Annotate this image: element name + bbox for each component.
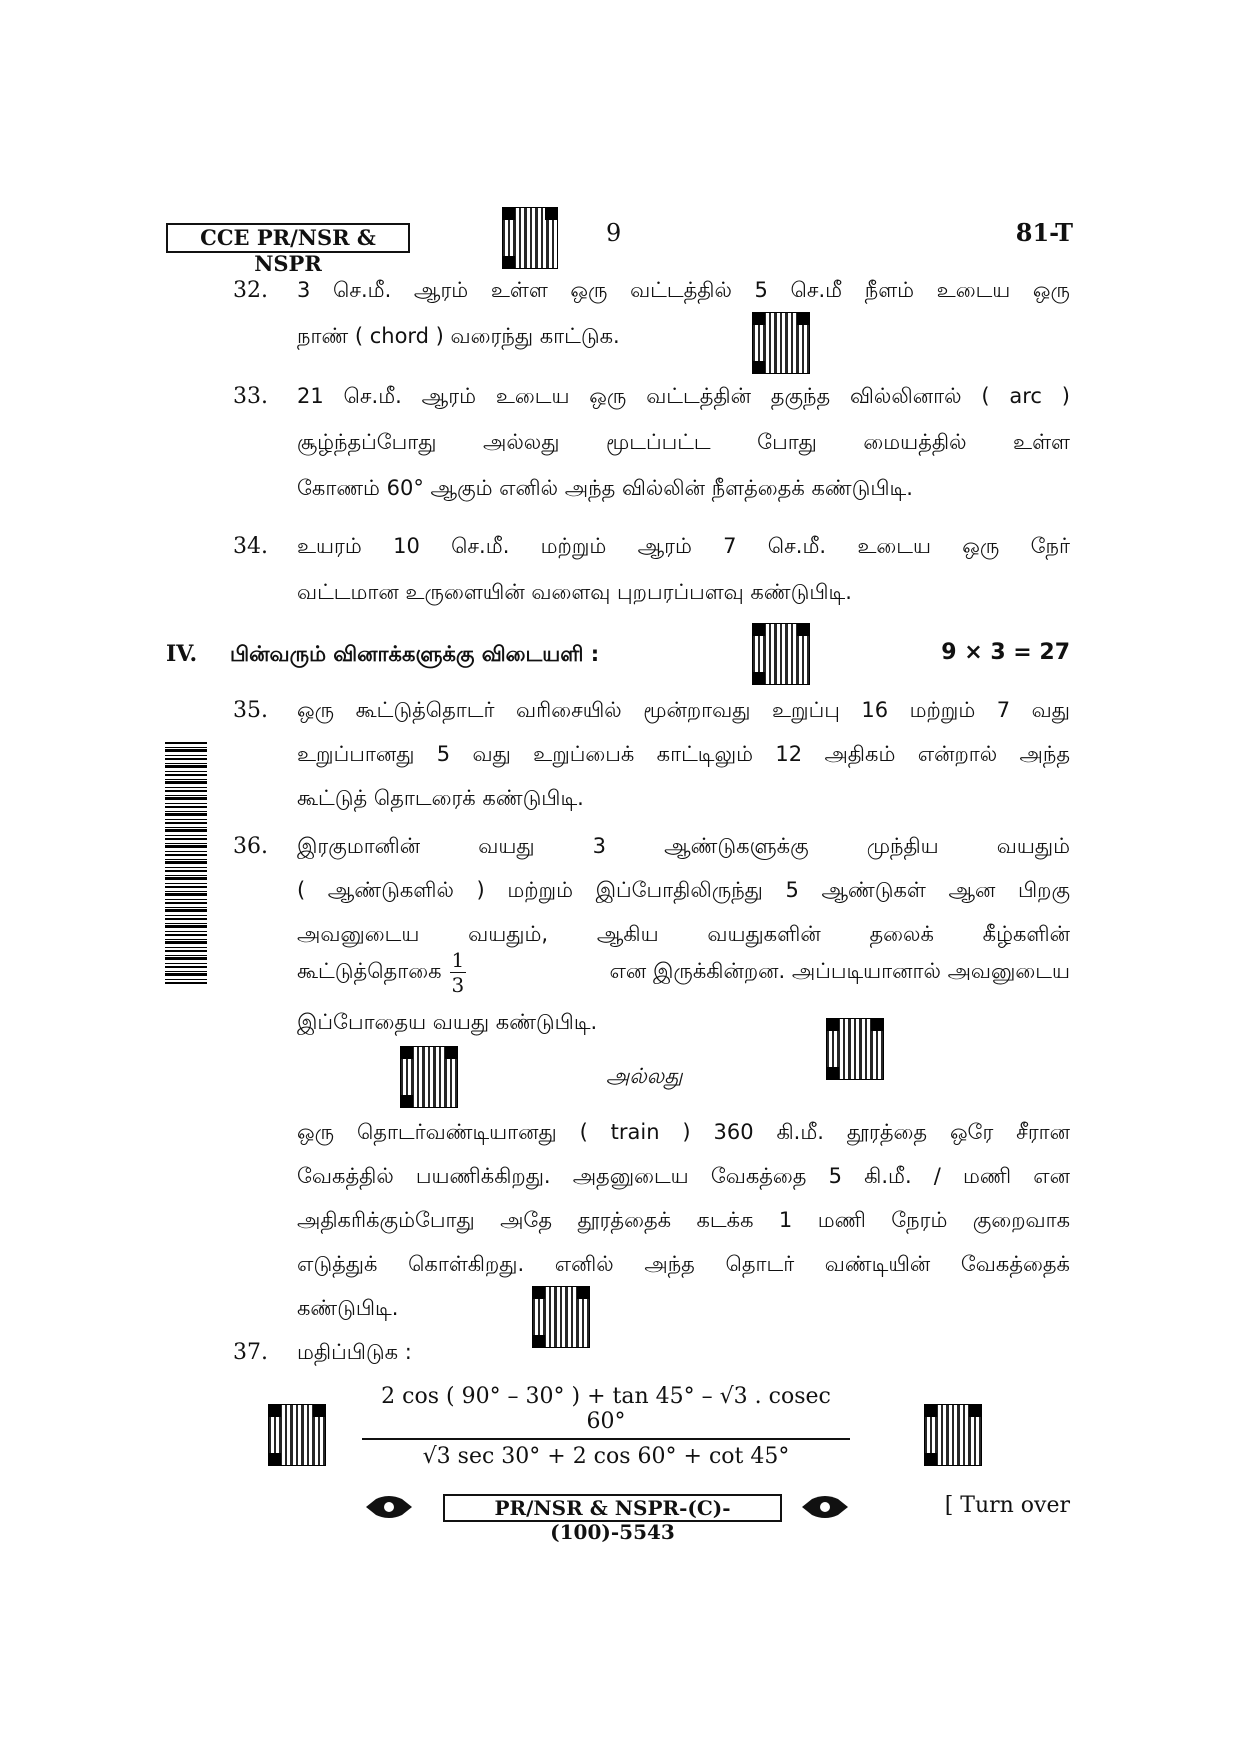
footer-paper-code: PR/NSR & NSPR-(C)-(100)-5543 [443,1494,782,1522]
question-line: ஒரு கூட்டுத்தொடர் வரிசையில் மூன்றாவது உறுப்பு 16 மற்றும் 7 வது [297,698,1070,722]
ornament-right-icon [800,1493,850,1521]
question-line: ( ஆண்டுகளில் ) மற்றும் இப்போதிலிருந்து 5 ஆண்டுகள் ஆன பிறகு [297,878,1070,902]
question-line: மதிப்பிடுக : [297,1340,412,1364]
page-number: 9 [606,219,622,247]
question-line: 3 செ.மீ. ஆரம் உள்ள ஒரு வட்டத்தில் 5 செ.மீ நீளம் உடைய ஒரு [297,278,1070,302]
ornament-left-icon [364,1493,414,1521]
question-line: இரகுமானின் வயது 3 ஆண்டுகளுக்கு முந்திய வயதும் [297,834,1070,858]
qr-code-icon [268,1404,326,1466]
or-divider: அல்லது [606,1064,683,1088]
qr-code-icon [400,1046,458,1108]
question-line: உறுப்பானது 5 வது உறுப்பைக் காட்டிலும் 12 அதிகம் என்றால் அந்த [297,742,1070,766]
fraction-prefix: கூட்டுத்தொகை [297,959,442,983]
fraction-suffix: என இருக்கின்றன. அப்படியானால் அவனுடைய [609,959,1070,983]
qr-code-icon [752,623,810,685]
question-line: அவனுடைய வயதும், ஆகிய வயதுகளின் தலைக் கீழ்களின் [297,922,1070,946]
qr-code-icon [532,1286,590,1348]
section-title: பின்வரும் வினாக்களுக்கு விடையளி : [230,642,600,666]
question-line: அதிகரிக்கும்போது அதே தூரத்தைக் கடக்க 1 மணி நேரம் குறைவாக [297,1208,1071,1232]
question-number: 35. [233,698,268,723]
question-line: சூழ்ந்தப்போது அல்லது மூடப்பட்ட போது மையத்தில் உள்ள [297,430,1070,454]
question-line: உயரம் 10 செ.மீ. மற்றும் ஆரம் 7 செ.மீ. உடைய ஒரு நேர் [297,534,1070,558]
question-number: 34. [233,534,268,559]
question-number: 32. [233,278,268,303]
question-number: 36. [233,834,268,859]
section-marks: 9 × 3 = 27 [941,640,1070,665]
question-line: கோணம் 60° ஆகும் எனில் அந்த வில்லின் நீளத்தைக் கண்டுபிடி. [297,476,913,500]
question-line: வட்டமான உருளையின் வளைவு புறபரப்பளவு கண்டுபிடி. [297,580,852,604]
qr-code-icon [924,1404,982,1466]
qr-code-icon [502,207,558,269]
question-line-with-fraction [297,948,1070,997]
question-line: இப்போதைய வயது கண்டுபிடி. [297,1010,598,1034]
fraction-numerator: 1 [451,948,465,972]
question-number: 37. [233,1340,268,1365]
subject-code: 81-T [1015,218,1073,247]
turn-over-note: [ Turn over [944,1493,1070,1518]
expression-denominator: √3 sec 30° + 2 cos 60° + cot 45° [422,1444,790,1469]
fraction-denominator: 3 [451,973,465,997]
question-line: ஒரு தொடர்வண்டியானது ( train ) 360 கி.மீ. தூரத்தை ஒரே சீரான [297,1120,1070,1144]
question-line: 21 செ.மீ. ஆரம் உடைய ஒரு வட்டத்தின் தகுந்த வில்லினால் ( arc ) [297,384,1070,408]
question-number: 33. [233,384,268,409]
qr-code-icon [826,1018,884,1080]
paper-code-box: CCE PR/NSR & NSPR [166,223,410,253]
question-line: எடுத்துக் கொள்கிறது. எனில் அந்த தொடர் வண்டியின் வேகத்தைக் [297,1252,1070,1276]
question-line: கண்டுபிடி. [297,1296,399,1320]
section-number: IV. [166,641,198,667]
question-line: நாண் ( chord ) வரைந்து காட்டுக. [297,324,620,348]
barcode-icon [165,740,207,984]
question-line: கூட்டுத் தொடரைக் கண்டுபிடி. [297,786,584,810]
expression-numerator: 2 cos ( 90° – 30° ) + tan 45° – √3 . cosec 60° [362,1384,850,1440]
fraction [450,948,467,997]
question-line: வேகத்தில் பயணிக்கிறது. அதனுடைய வேகத்தை 5 கி.மீ. / மணி என [297,1164,1070,1188]
qr-code-icon [752,312,810,374]
expression-fraction [362,1384,850,1469]
